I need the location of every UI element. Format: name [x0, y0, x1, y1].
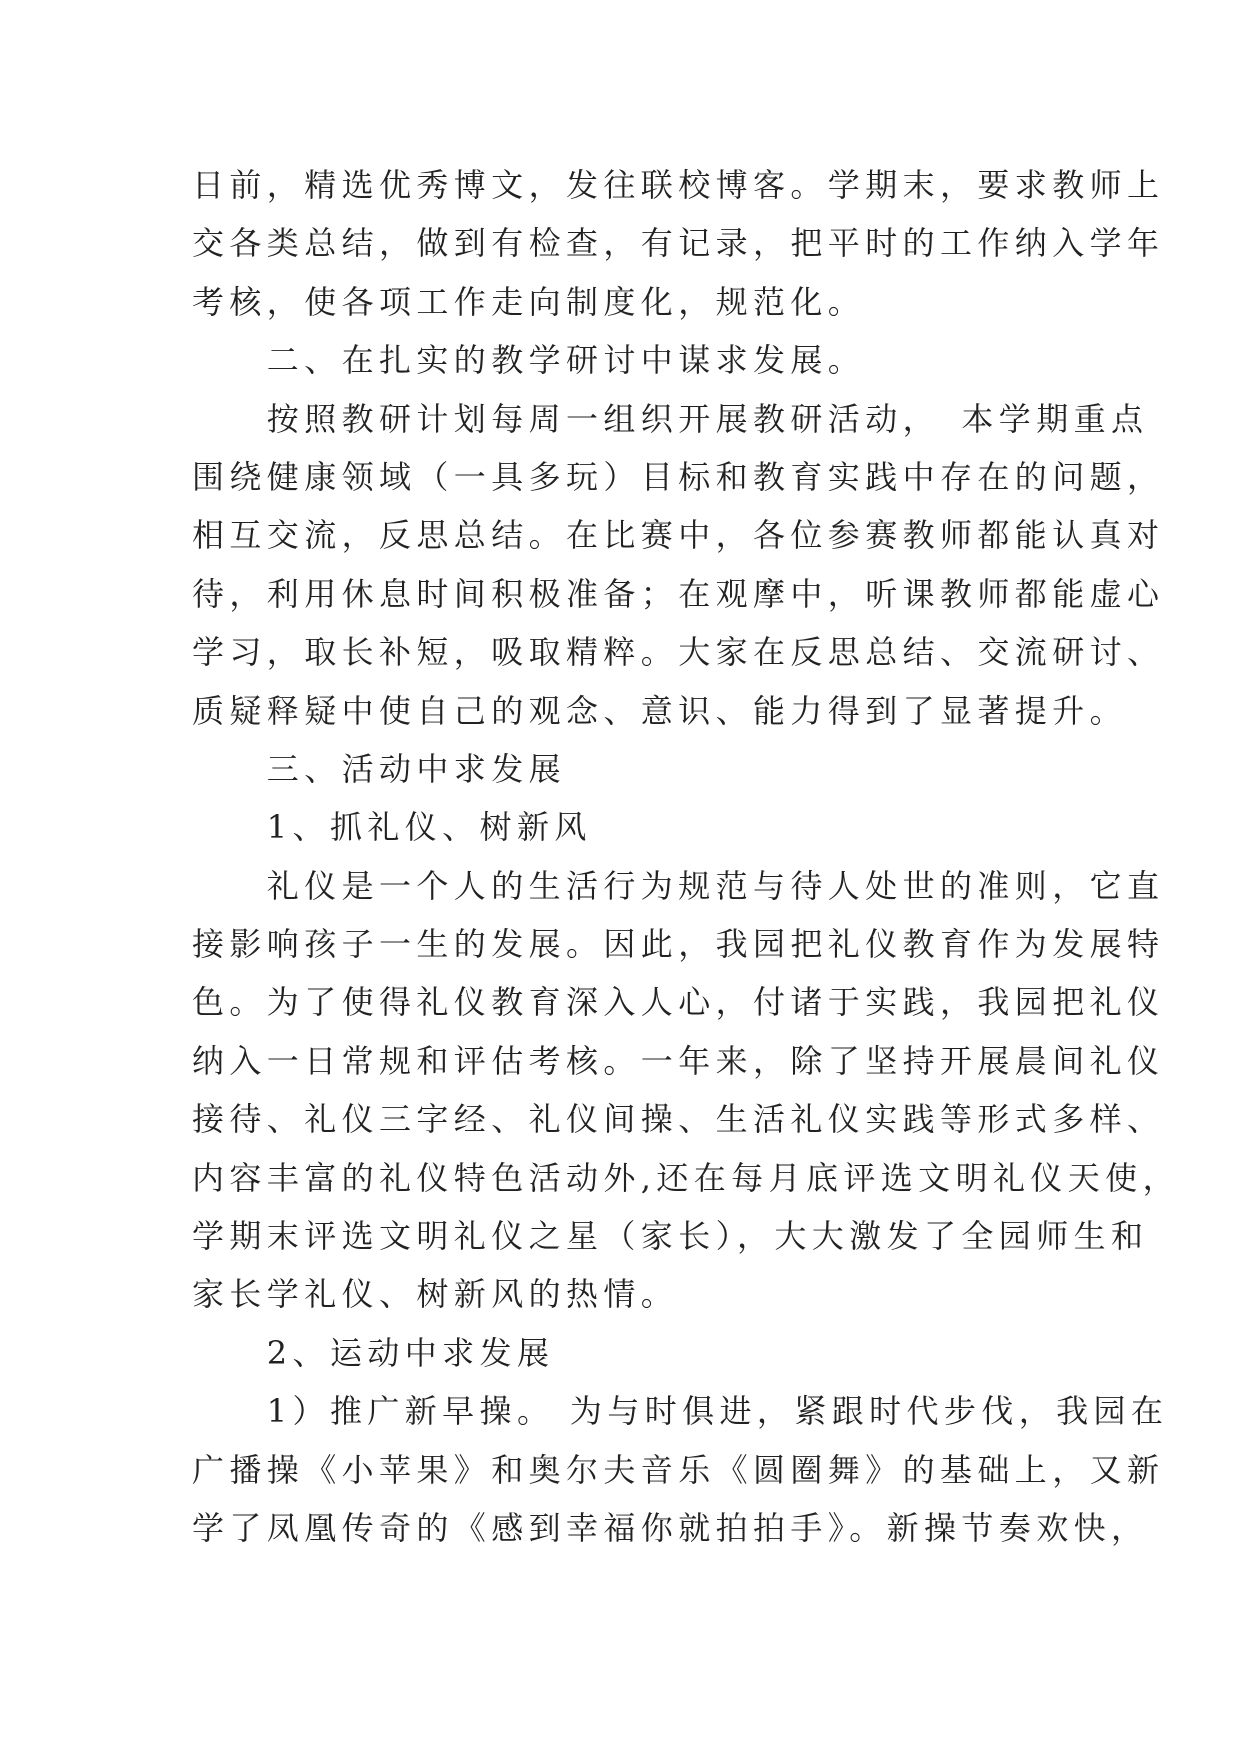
subheading-3-2: 2、运动中求发展 — [192, 1333, 555, 1372]
section-heading-2: 二、在扎实的教学研讨中谋求发展。 — [192, 341, 866, 380]
section-heading-3: 三、活动中求发展 — [192, 749, 567, 788]
text-line-17: 接待、礼仪三字经、礼仪间操、生活礼仪实践等形式多样、 — [192, 1100, 1165, 1139]
subheading-3-1: 1、抓礼仪、树新风 — [192, 808, 592, 847]
text-line-3: 考核，使各项工作走向制度化，规范化。 — [192, 282, 866, 321]
text-line-14: 接影响孩子一生的发展。因此，我园把礼仪教育作为发展特 — [192, 925, 1165, 964]
text-line-6: 围绕健康领域（一具多玩）目标和教育实践中存在的问题， — [192, 457, 1165, 496]
text-line-20: 家长学礼仪、树新风的热情。 — [192, 1275, 679, 1314]
text-line-23: 广播操《小苹果》和奥尔夫音乐《圆圈舞》的基础上，又新 — [192, 1450, 1165, 1489]
text-line-16: 纳入一日常规和评估考核。一年来，除了坚持开展晨间礼仪 — [192, 1041, 1165, 1080]
text-line-19: 学期末评选文明礼仪之星（家长），大大激发了全园师生和 — [192, 1217, 1149, 1256]
text-line-10: 质疑释疑中使自己的观念、意识、能力得到了显著提升。 — [192, 691, 1128, 730]
text-line-8: 待，利用休息时间积极准备；在观摩中，听课教师都能虚心 — [192, 574, 1165, 613]
text-line-2: 交各类总结，做到有检查，有记录，把平时的工作纳入学年 — [192, 224, 1165, 263]
text-line-15: 色。为了使得礼仪教育深入人心，付诸于实践，我园把礼仪 — [192, 983, 1165, 1022]
text-line-5: 按照教研计划每周一组织开展教研活动， 本学期重点 — [192, 399, 1149, 438]
text-line-7: 相互交流，反思总结。在比赛中，各位参赛教师都能认真对 — [192, 516, 1165, 555]
text-line-24: 学了凤凰传奇的《感到幸福你就拍拍手》。新操节奏欢快， — [192, 1508, 1149, 1547]
text-line-18: 内容丰富的礼仪特色活动外,还在每月底评选文明礼仪天使， — [192, 1158, 1180, 1197]
text-line-9: 学习，取长补短，吸取精粹。大家在反思总结、交流研讨、 — [192, 633, 1165, 672]
document-body — [192, 156, 1180, 1557]
text-line-13: 礼仪是一个人的生活行为规范与待人处世的准则，它直 — [192, 866, 1165, 905]
text-line-22: 1）推广新早操。 为与时俱进，紧跟时代步伐，我园在 — [192, 1392, 1169, 1431]
text-line-1: 日前，精选优秀博文，发往联校博客。学期末，要求教师上 — [192, 166, 1165, 204]
